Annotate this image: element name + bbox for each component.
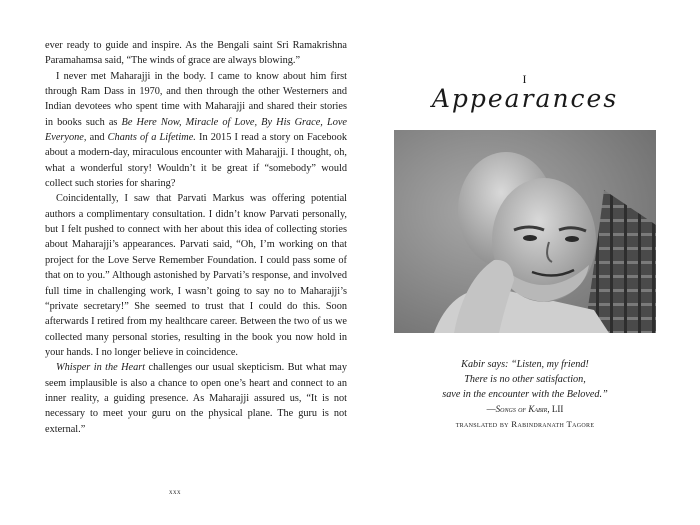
- paragraph: [45, 360, 347, 437]
- chapter-number: I: [522, 72, 528, 86]
- book-title: Chants of a Lifetime.: [107, 132, 196, 144]
- portrait-photo: [394, 130, 656, 333]
- em-dash: —: [486, 404, 496, 414]
- paragraph-text: In 2015 I read a story on Facebook about a modern-day, miraculous encounter with Maharajji. I thought, oh, what a wonderful story! Wouldn’t it be great if “somebody” would collect such stories for sharing?: [45, 132, 348, 190]
- source-title: Songs of Kabir,: [495, 404, 550, 414]
- paragraph: Coincidentally, I saw that Parvati Markus was offering potential authors a complimentary consultation. I didn’t know Parvati personally, but I felt pushed to connect with her about this idea of collecting stories about Maharajji’s appearances. Parvati said, “Oh, I’m working on that project for the Love Serve Remember Foundation. I could pass some of that on to you.” Although astonished by Parvati’s response, and involved full time in challenging work, I wasn’t going to say no to Maharajji’s “private secretary!” She seemed to trust that I could do this. Soon afterwards I retired from my healthcare career. Between the two of us we collected many personal stories, resulting in the book you now hold in your hands. I no longer believe in coincidence.: [45, 193, 347, 358]
- epigraph-line: Kabir says: “Listen, my friend!: [461, 359, 589, 370]
- paragraph-text: I never met Maharajji in the body. I came to know about him first through Ram Dass in 1970, and then through the other Westerners and Indian devotees who spent time with Maharajji and shared their stories in books such as: [45, 70, 347, 128]
- translator-credit: translated by Rabindranath Tagore: [455, 419, 595, 429]
- epigraph: [350, 357, 700, 432]
- paragraph-text: and: [86, 132, 108, 144]
- book-titles: Be Here Now, Miracle of Love, By His Grace, Love Everyone,: [45, 116, 348, 144]
- paragraph: [45, 69, 347, 192]
- chapter-title: Appearances: [431, 84, 619, 113]
- book-title: Whisper in the Heart: [56, 362, 146, 374]
- page-number: xxx: [169, 488, 181, 496]
- right-page: [350, 0, 700, 525]
- body-text: [45, 38, 347, 437]
- epigraph-line: There is no other satisfaction,: [464, 374, 586, 385]
- source-ref: LII: [549, 404, 564, 414]
- paragraph-text: challenges our usual skepticism. But what may seem implausible is also a chance to open one’s heart and connect to an inner reality, a guiding presence. As Maharajji assured us, “It is not necessary to meet your guru on the physical plane. The guru is not external.”: [45, 362, 347, 435]
- paragraph: ever ready to guide and inspire. As the Bengali saint Sri Ramakrishna Paramahamsa said, “The winds of grace are always blowing.”: [45, 40, 347, 67]
- epigraph-source: [350, 402, 700, 417]
- epigraph-line: save in the encounter with the Beloved.”: [442, 389, 608, 400]
